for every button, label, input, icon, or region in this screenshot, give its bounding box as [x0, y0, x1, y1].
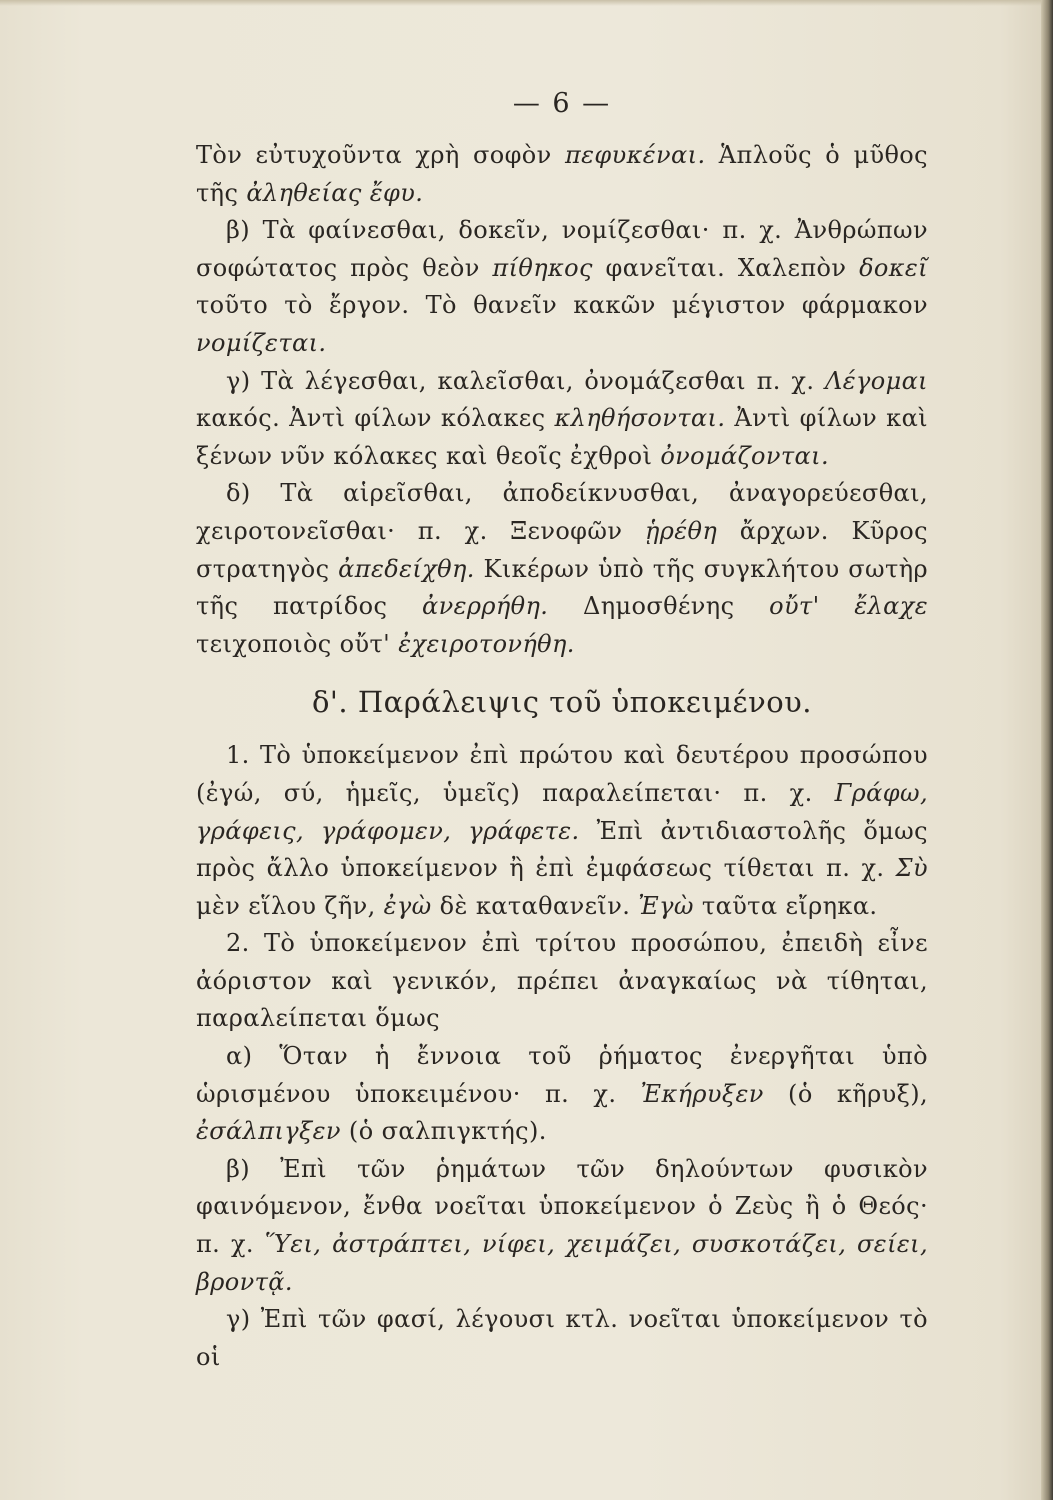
paragraph-6: 2. Τὸ ὑποκείμενον ἐπὶ τρίτου προσώπου, ἐπειδὴ εἶνε ἀόριστον καὶ γενικόν, πρέπει ἀναγκαίως νὰ τίθηται, παραλείπεται ὅμως	[196, 929, 928, 1033]
page-content	[196, 88, 928, 1376]
page-number: — 6 —	[512, 88, 612, 119]
paragraph-9: γ) Ἐπὶ τῶν φασί, λέγουσι κτλ. νοεῖται ὑποκείμενον τὸ οἱ	[196, 1305, 928, 1371]
section-heading: δ'. Παράλειψις τοῦ ὑποκειμένου.	[311, 685, 813, 720]
paragraph-4: δ) Τὰ αἱρεῖσθαι, ἀποδείκνυσθαι, ἀναγορεύεσθαι, χειροτονεῖσθαι· π. χ. Ξενοφῶν ᾑρέθη ἄρχων. Κῦρος στρατηγὸς ἀπεδείχθη. Κικέρων ὑπὸ τῆς συγκλήτου σωτὴρ τῆς πατρίδος ἀνερρήθη. Δημοσθένης οὔτ' ἔλαχε τειχοποιὸς οὔτ' ἐχειροτονήθη.	[196, 479, 928, 658]
page-top-shadow	[0, 0, 1053, 6]
paragraph-2: β) Τὰ φαίνεσθαι, δοκεῖν, νομίζεσθαι· π. χ. Ἀνθρώπων σοφώτατος πρὸς θεὸν πίθηκος φανεῖται. Χαλεπὸν δοκεῖ τοῦτο τὸ ἔργον. Τὸ θανεῖν κακῶν μέγιστον φάρμακον νομίζεται.	[196, 216, 928, 357]
paragraph-3: γ) Τὰ λέγεσθαι, καλεῖσθαι, ὀνομάζεσθαι π. χ. Λέγομαι κακός. Ἀντὶ φίλων κόλακες κληθήσονται. Ἀντὶ φίλων καὶ ξένων νῦν κόλακες καὶ θεοῖς ἐχθροὶ ὀνομάζονται.	[196, 366, 928, 470]
paragraph-1: Τὸν εὐτυχοῦντα χρὴ σοφὸν πεφυκέναι. Ἁπλοῦς ὁ μῦθος τῆς ἀληθείας ἔφυ.	[196, 141, 928, 207]
paragraph-5: 1. Τὸ ὑποκείμενον ἐπὶ πρώτου καὶ δευτέρου προσώπου (ἐγώ, σύ, ἡμεῖς, ὑμεῖς) παραλείπεται· π. χ. Γράφω, γράφεις, γράφομεν, γράφετε. Ἐπὶ ἀντιδιαστολῆς ὅμως πρὸς ἄλλο ὑποκείμενον ἢ ἐπὶ ἐμφάσεως τίθεται π. χ. Σὺ μὲν εἵλου ζῆν, ἐγὼ δὲ καταθανεῖν. Ἐγὼ ταῦτα εἴρηκα.	[196, 741, 928, 920]
paragraph-8: β) Ἐπὶ τῶν ῥημάτων τῶν δηλούντων φυσικὸν φαινόμενον, ἔνθα νοεῖται ὑποκείμενον ὁ Ζεὺς ἢ ὁ Θεός· π. χ. Ὕει, ἀστράπτει, νίφει, χειμάζει, συσκοτάζει, σείει, βροντᾷ.	[196, 1154, 929, 1296]
page-binding-edge	[1041, 0, 1053, 1500]
paragraph-7: α) Ὅταν ἡ ἔννοια τοῦ ῥήματος ἐνεργῆται ὑπὸ ὡρισμένου ὑποκειμένου· π. χ. Ἐκήρυξεν (ὁ κῆρυξ), ἐσάλπιγξεν (ὁ σαλπιγκτής).	[196, 1042, 928, 1146]
